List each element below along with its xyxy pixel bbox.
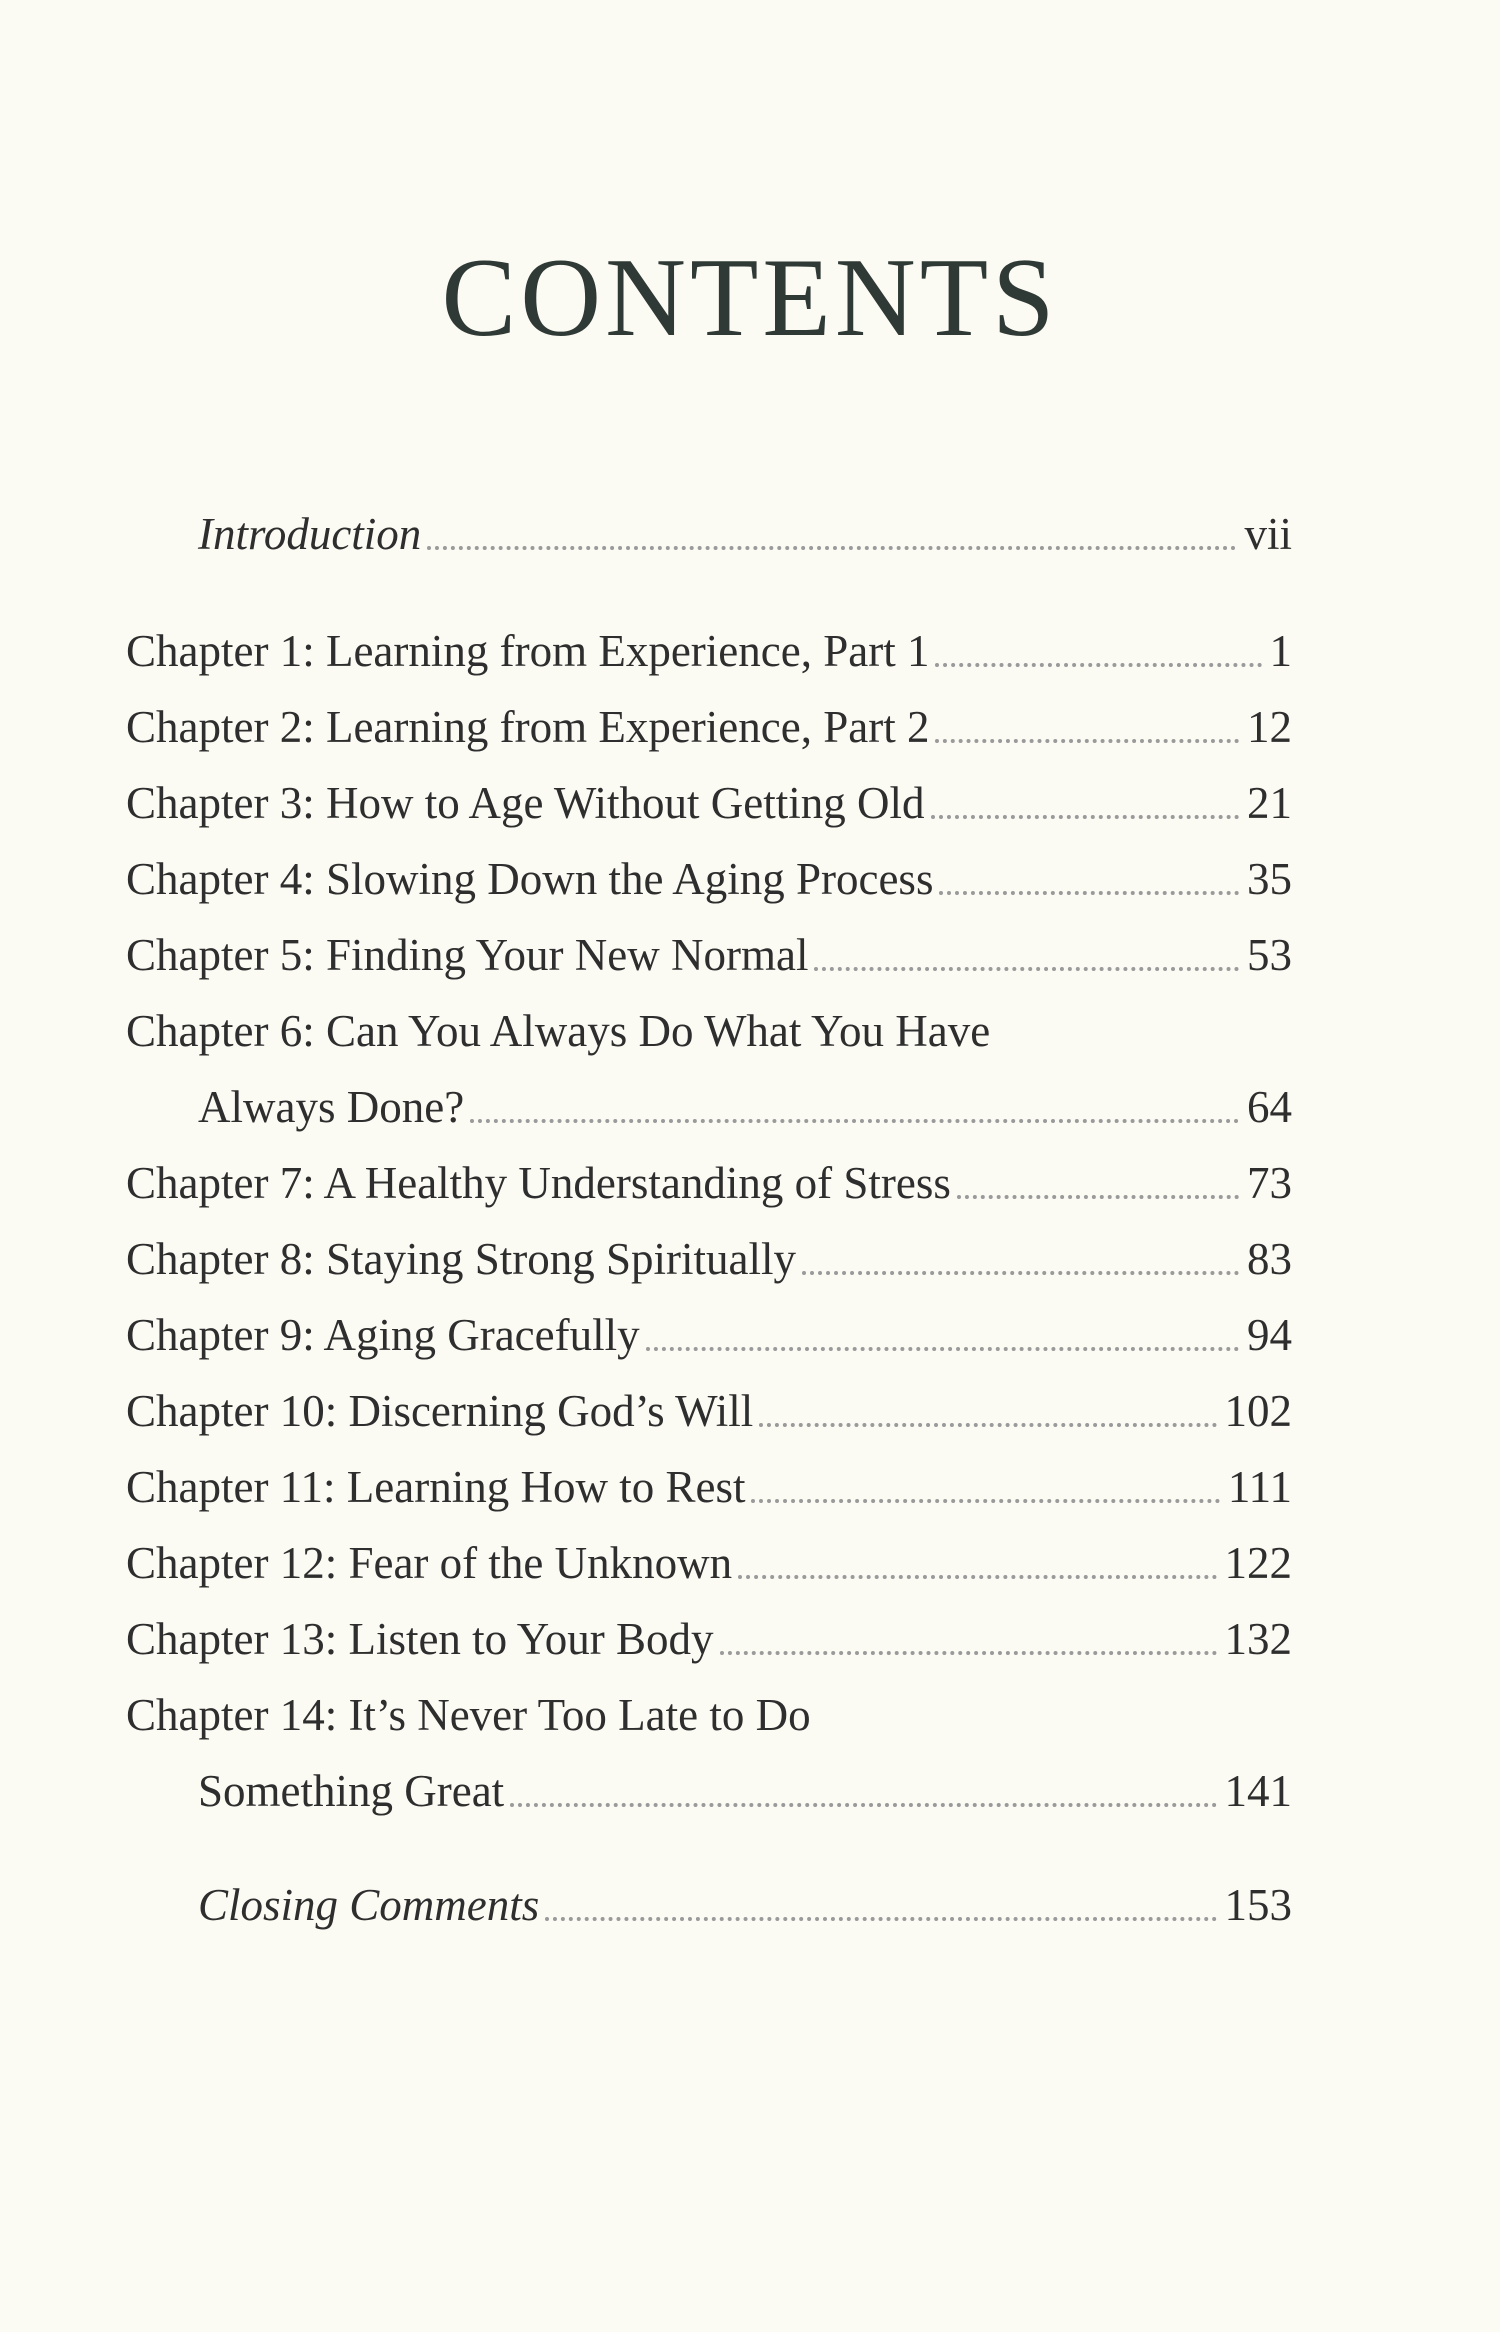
toc-entry-label-continuation: Something Great (198, 1766, 505, 1816)
toc-entry-label: Chapter 4: Slowing Down the Aging Process (126, 854, 934, 904)
toc-entry-label: Introduction (198, 509, 422, 559)
toc-entry-chapter-7[interactable] (126, 1149, 1292, 1209)
toc-entry-label: Chapter 9: Aging Gracefully (126, 1310, 640, 1360)
toc-entry-page: 21 (1247, 778, 1292, 828)
dot-leader (470, 1119, 1239, 1123)
toc-entry-page: 141 (1224, 1766, 1292, 1816)
dot-leader (738, 1575, 1216, 1579)
toc-entry-label: Chapter 13: Listen to Your Body (126, 1614, 714, 1664)
toc-entry-chapter-5[interactable] (126, 921, 1292, 981)
dot-leader (720, 1651, 1217, 1655)
toc-entry-label: Chapter 2: Learning from Experience, Part 2 (126, 702, 930, 752)
toc-entry-chapter-10[interactable] (126, 1377, 1292, 1437)
toc-entry-chapter-4[interactable] (126, 845, 1292, 905)
toc-entry-chapter-14[interactable] (126, 1681, 1292, 1741)
toc-entry-page: 102 (1224, 1386, 1292, 1436)
toc-entry-label: Chapter 1: Learning from Experience, Part 1 (126, 626, 930, 676)
toc-entry-page: 64 (1247, 1082, 1292, 1132)
toc-entry-label: Closing Comments (198, 1880, 540, 1930)
toc-entry-chapter-8[interactable] (126, 1225, 1292, 1285)
toc-entry-chapter-3[interactable] (126, 769, 1292, 829)
toc-entry-page: 1 (1269, 626, 1292, 676)
toc-entry-page: 132 (1224, 1614, 1292, 1664)
toc-entry-chapter-6-continuation[interactable] (198, 1073, 1292, 1133)
toc-entry-chapter-9[interactable] (126, 1301, 1292, 1361)
toc-entry-page: 35 (1247, 854, 1292, 904)
toc-entry-chapter-6[interactable] (126, 997, 1292, 1057)
toc-entry-page: 12 (1247, 702, 1292, 752)
toc-entry-label: Chapter 8: Staying Strong Spiritually (126, 1234, 796, 1284)
toc-entry-chapter-14-continuation[interactable] (198, 1757, 1292, 1817)
toc-entry-chapter-1[interactable] (126, 617, 1292, 677)
toc-entry-chapter-12[interactable] (126, 1529, 1292, 1589)
dot-leader (545, 1917, 1216, 1921)
page-title: CONTENTS (441, 236, 1059, 360)
toc-entry-label: Chapter 7: A Healthy Understanding of Stress (126, 1158, 951, 1208)
dot-leader (939, 891, 1239, 895)
toc-entry-closing-comments[interactable] (198, 1871, 1292, 1931)
dot-leader (957, 1195, 1239, 1199)
dot-leader (935, 739, 1239, 743)
toc-entry-chapter-13[interactable] (126, 1605, 1292, 1665)
toc-entry-introduction[interactable] (198, 500, 1292, 560)
dot-leader (646, 1347, 1239, 1351)
dot-leader (814, 967, 1239, 971)
toc-entry-label: Chapter 3: How to Age Without Getting Old (126, 778, 925, 828)
dot-leader (802, 1271, 1239, 1275)
toc-entry-label: Chapter 6: Can You Always Do What You Have (126, 1006, 991, 1056)
dot-leader (759, 1423, 1216, 1427)
toc-entry-label: Chapter 11: Learning How to Rest (126, 1462, 746, 1512)
toc-entry-label: Chapter 10: Discerning God’s Will (126, 1386, 754, 1436)
toc-entry-label: Chapter 12: Fear of the Unknown (126, 1538, 733, 1588)
dot-leader (935, 663, 1261, 667)
dot-leader (427, 546, 1236, 550)
dot-leader (931, 815, 1239, 819)
toc-entry-page: 153 (1224, 1880, 1292, 1930)
toc-entry-label: Chapter 14: It’s Never Too Late to Do (126, 1690, 811, 1740)
toc-entry-page: 73 (1247, 1158, 1292, 1208)
toc-entry-label-continuation: Always Done? (198, 1082, 465, 1132)
toc-entry-page: 94 (1247, 1310, 1292, 1360)
toc-entry-chapter-2[interactable] (126, 693, 1292, 753)
toc-entry-page: 122 (1224, 1538, 1292, 1588)
toc-entry-page: 53 (1247, 930, 1292, 980)
toc-entry-page: vii (1244, 509, 1292, 559)
dot-leader (751, 1499, 1219, 1503)
toc-entry-page: 111 (1227, 1462, 1292, 1512)
toc-entry-label: Chapter 5: Finding Your New Normal (126, 930, 809, 980)
toc-entry-chapter-11[interactable] (126, 1453, 1292, 1513)
dot-leader (510, 1803, 1216, 1807)
toc-entry-page: 83 (1247, 1234, 1292, 1284)
